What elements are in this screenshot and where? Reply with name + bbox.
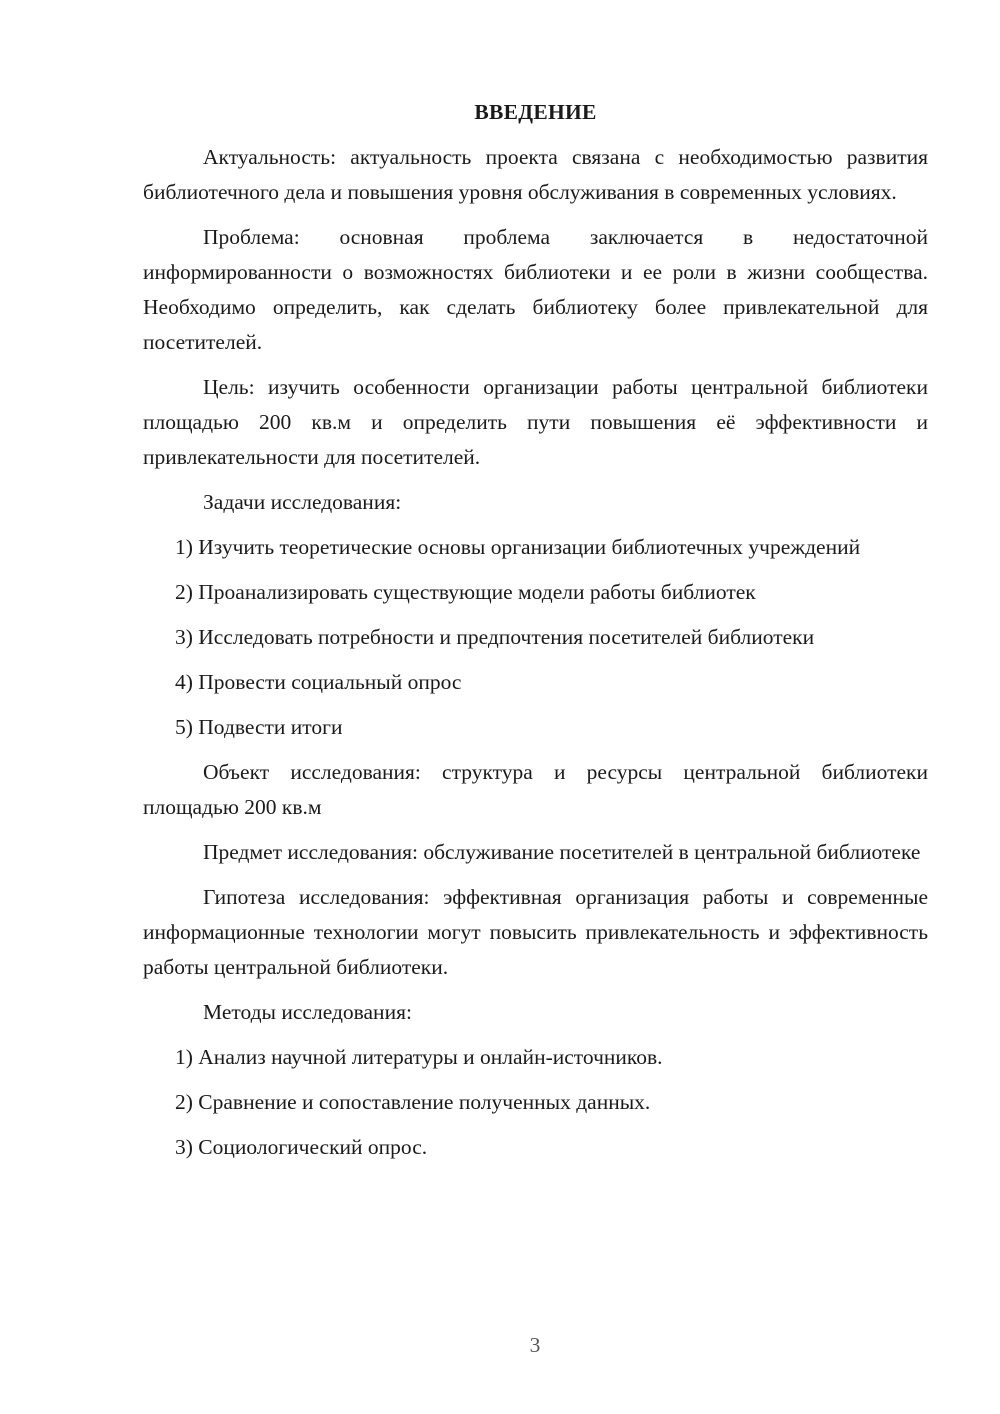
- problem-paragraph: Проблема: основная проблема заключается в недостаточной информированности о возможностях библиотеки и ее роли в жизни сообщества. Необходимо определить, как сделать библиотеку более привлекательной для посетителей.: [143, 225, 928, 354]
- task-item-1: 1) Изучить теоретические основы организации библиотечных учреждений: [175, 535, 861, 559]
- task-item-2: 2) Проанализировать существующие модели работы библиотек: [175, 580, 756, 604]
- hypothesis-paragraph: Гипотеза исследования: эффективная организация работы и современные информационные технологии могут повысить привлекательность и эффективность работы центральной библиотеки.: [143, 885, 928, 979]
- object-paragraph: Объект исследования: структура и ресурсы центральной библиотеки площадью 200 кв.м: [143, 760, 928, 819]
- document-page: [143, 95, 928, 1175]
- method-item-1: 1) Анализ научной литературы и онлайн-источников.: [175, 1045, 663, 1069]
- methods-heading: Методы исследования:: [203, 1000, 412, 1024]
- subject-paragraph: Предмет исследования: обслуживание посетителей в центральной библиотеке: [203, 840, 921, 864]
- tasks-heading: Задачи исследования:: [203, 490, 402, 514]
- relevance-paragraph: Актуальность: актуальность проекта связана с необходимостью развития библиотечного дела и повышения уровня обслуживания в современных условиях.: [143, 145, 928, 204]
- goal-paragraph: Цель: изучить особенности организации работы центральной библиотеки площадью 200 кв.м и определить пути повышения её эффективности и привлекательности для посетителей.: [143, 375, 928, 469]
- task-item-5: 5) Подвести итоги: [175, 715, 343, 739]
- method-item-3: 3) Социологический опрос.: [175, 1135, 428, 1159]
- page-number: 3: [529, 1333, 541, 1357]
- task-item-3: 3) Исследовать потребности и предпочтения посетителей библиотеки: [175, 625, 815, 649]
- method-item-2: 2) Сравнение и сопоставление полученных данных.: [175, 1090, 651, 1114]
- section-title: ВВЕДЕНИЕ: [474, 100, 597, 124]
- task-item-4: 4) Провести социальный опрос: [175, 670, 462, 694]
